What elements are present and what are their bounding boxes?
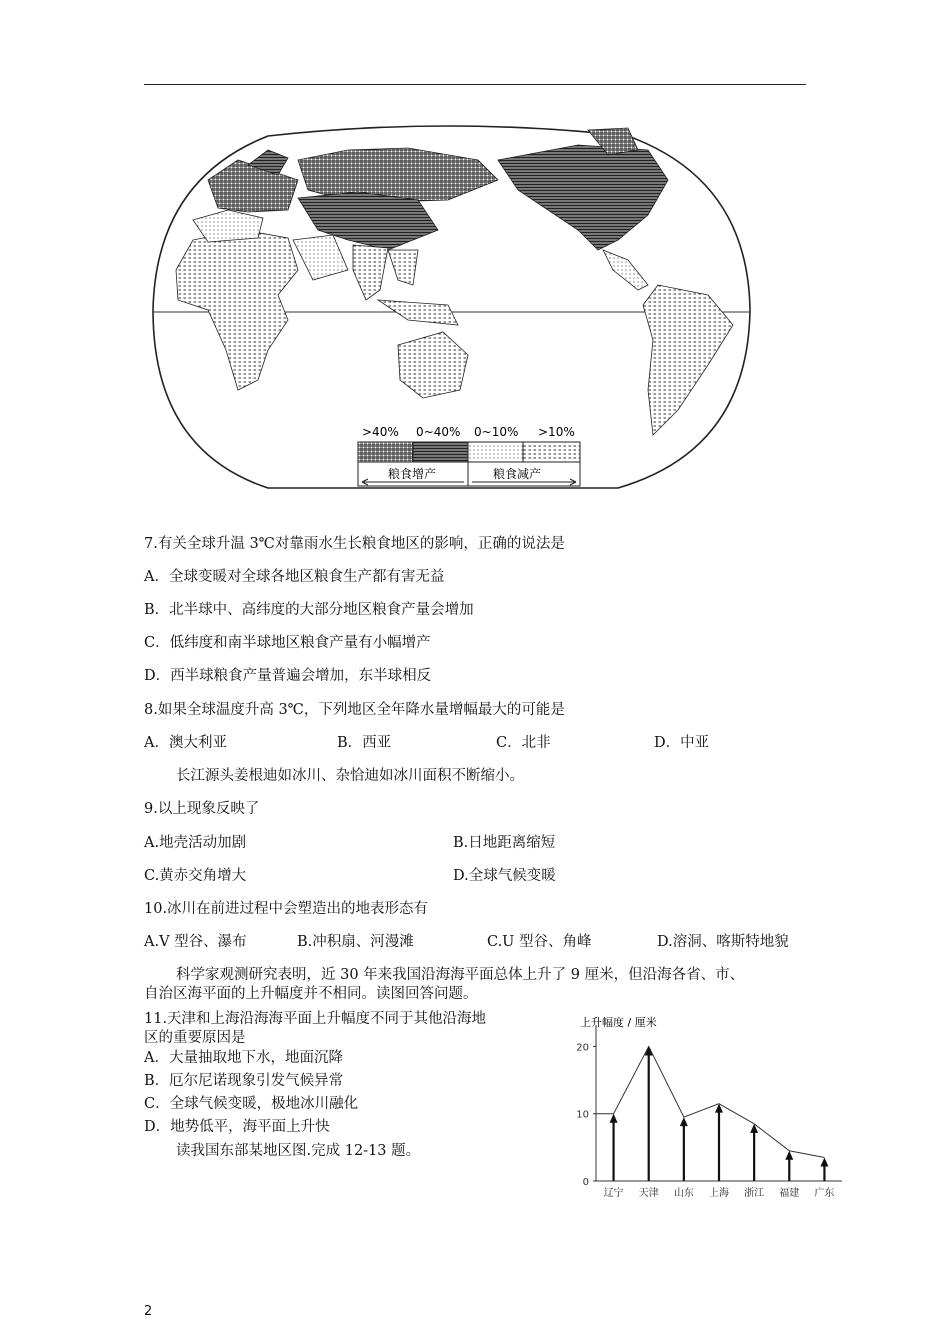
legend-decrease-label: 粮食减产 — [493, 467, 542, 481]
q7-stem: 7.有关全球升温 3℃对靠雨水生长粮食地区的影响，正确的说法是 — [144, 536, 565, 552]
chart-arrow-head — [820, 1157, 828, 1166]
legend-label-3: 0~10% — [474, 425, 519, 439]
q9-option-a: A.地壳活动加剧 — [144, 835, 247, 851]
chart-category-label: 福建 — [779, 1188, 800, 1199]
sea-level-chart — [560, 1012, 850, 1212]
intro-sea-level-line2: 自治区海平面的上升幅度并不相同。读图回答问题。 — [144, 986, 478, 1002]
chart-category-label: 广东 — [814, 1188, 835, 1199]
chart-y-tick-label: 10 — [576, 1109, 589, 1121]
legend-swatch-2 — [413, 442, 468, 462]
page-number: 2 — [144, 1304, 153, 1319]
world-map-figure — [148, 120, 758, 492]
q8-stem: 8.如果全球温度升高 3℃，下列地区全年降水量增幅最大的可能是 — [144, 702, 565, 718]
chart-category-label: 山东 — [673, 1188, 694, 1199]
chart-arrow-head — [785, 1151, 793, 1160]
q7-option-c: C．低纬度和南半球地区粮食产量有小幅增产 — [144, 635, 431, 651]
legend-swatch-4 — [523, 442, 580, 462]
q7-option-d: D．西半球粮食产量普遍会增加，东半球相反 — [144, 668, 432, 684]
legend-swatch-3 — [468, 442, 523, 462]
q9-option-b: B.日地距离缩短 — [453, 835, 556, 851]
q10-option-b: B.冲积扇、河漫滩 — [297, 934, 414, 950]
q8-option-d: D．中亚 — [654, 735, 710, 751]
q11-stem-line2: 区的重要原因是 — [144, 1030, 246, 1046]
legend-label-4: >10% — [538, 425, 575, 439]
chart-arrow-head — [750, 1124, 758, 1133]
q8-option-c: C．北非 — [496, 735, 551, 751]
q7-option-a: A．全球变暖对全球各地区粮食生产都有害无益 — [144, 569, 445, 585]
q8-option-a: A．澳大利亚 — [144, 735, 227, 751]
q10-option-c: C.U 型谷、角峰 — [487, 934, 592, 950]
legend-swatch-1 — [358, 442, 413, 462]
q9-option-c: C.黄赤交角增大 — [144, 868, 247, 884]
chart-ylabel: 上升幅度 / 厘米 — [580, 1016, 657, 1029]
chart-category-label: 上海 — [709, 1188, 729, 1199]
intro-sea-level-line1: 科学家观测研究表明，近 30 年来我国沿海海平面总体上升了 9 厘米，但沿海各省、市、 — [176, 967, 745, 983]
q10-option-a: A.V 型谷、瀑布 — [144, 934, 247, 950]
chart-category-label: 浙江 — [744, 1188, 765, 1199]
q11-stem-line1: 11.天津和上海沿海海平面上升幅度不同于其他沿海地 — [144, 1011, 487, 1027]
header-rule — [144, 84, 806, 85]
legend-increase-label: 粮食增产 — [388, 467, 437, 481]
legend-label-1: >40% — [362, 425, 399, 439]
q11-option-a: A．大量抽取地下水，地面沉降 — [144, 1050, 343, 1066]
q11-option-c: C．全球气候变暖，极地冰川融化 — [144, 1096, 359, 1112]
q10-option-d: D.溶洞、喀斯特地貌 — [657, 934, 789, 950]
q7-option-b: B．北半球中、高纬度的大部分地区粮食产量会增加 — [144, 602, 474, 618]
chart-y-tick-label: 20 — [576, 1042, 589, 1054]
q11-option-d: D．地势低平，海平面上升快 — [144, 1119, 330, 1135]
intro-map-question: 读我国东部某地区图.完成 12-13 题。 — [176, 1143, 421, 1159]
chart-arrow-head — [680, 1117, 688, 1126]
chart-arrow-head — [610, 1114, 618, 1123]
chart-category-label: 辽宁 — [603, 1188, 624, 1199]
q9-option-d: D.全球气候变暖 — [453, 868, 556, 884]
q9-stem: 9.以上现象反映了 — [144, 801, 260, 817]
q11-option-b: B．厄尔尼诺现象引发气候异常 — [144, 1073, 344, 1089]
chart-category-label: 天津 — [638, 1188, 659, 1199]
q10-stem: 10.冰川在前进过程中会塑造出的地表形态有 — [144, 901, 429, 917]
intro-glacier: 长江源头姜根迪如冰川、杂恰迪如冰川面积不断缩小。 — [176, 768, 524, 784]
chart-trend-line — [596, 1046, 824, 1157]
q8-option-b: B．西亚 — [337, 735, 392, 751]
chart-y-tick-label: 0 — [582, 1177, 589, 1188]
legend-label-2: 0~40% — [416, 425, 461, 439]
